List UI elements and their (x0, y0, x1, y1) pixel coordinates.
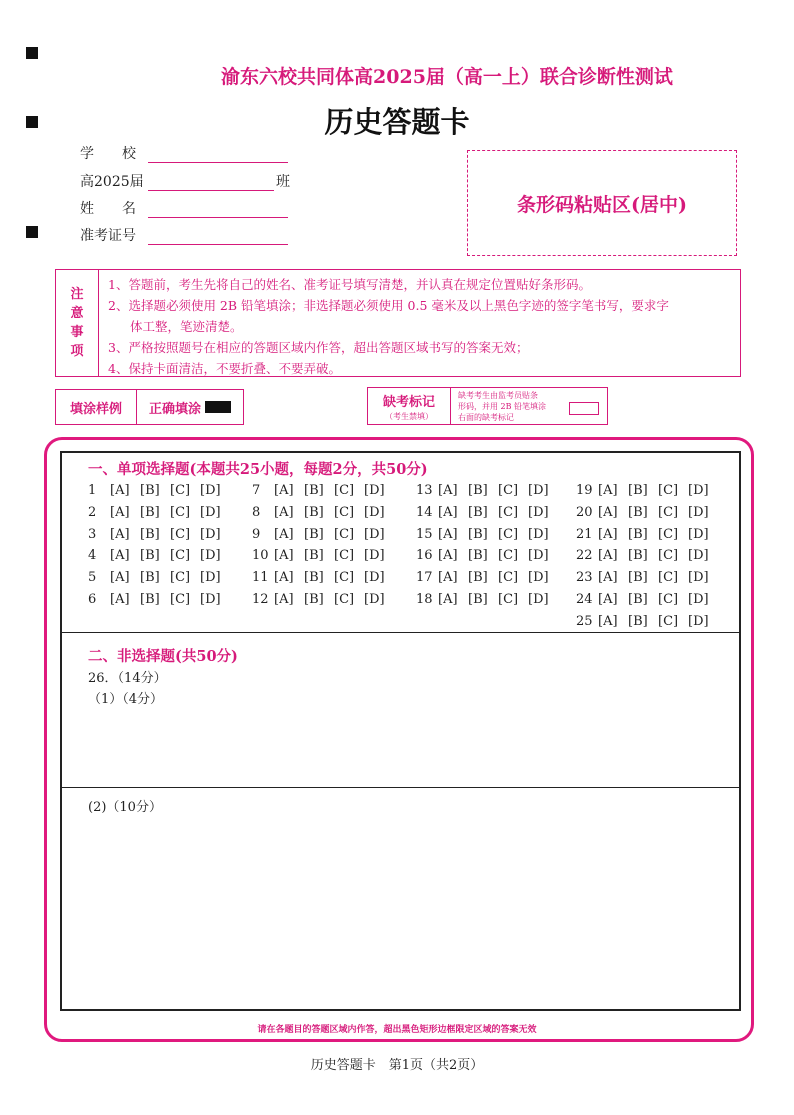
absent-desc-line: 形码，并用 2B 铅笔填涂 (458, 402, 547, 411)
mcq-number: 5 (88, 570, 97, 586)
absent-description (451, 388, 607, 424)
mcq-option-bubble[interactable]: [C] (658, 483, 679, 498)
notes-label-char: 注 (70, 287, 84, 302)
mcq-option-bubble[interactable]: [C] (334, 570, 355, 586)
mcq-number: 20 (576, 504, 593, 520)
mcq-option-bubble[interactable]: [A] (274, 526, 294, 542)
notes-item: 1、答题前，考生先将自己的姓名、准考证号填写清楚，并认真在规定位置贴好条形码。 (108, 277, 591, 292)
mcq-option-bubble[interactable]: [B] (468, 483, 488, 498)
mcq-option-bubble[interactable]: [A] (438, 592, 458, 607)
mcq-question-18 (416, 592, 558, 607)
mcq-option-bubble[interactable]: [D] (200, 592, 221, 607)
mcq-option-bubble[interactable]: [D] (364, 526, 385, 542)
notes-text (108, 274, 733, 379)
mcq-option-bubble[interactable]: [C] (334, 504, 355, 520)
mcq-number: 1 (88, 483, 97, 498)
mcq-option-bubble[interactable]: [C] (170, 592, 191, 607)
mcq-question-2 (88, 505, 230, 520)
mcq-option-bubble[interactable]: [C] (170, 504, 191, 520)
mcq-number: 7 (252, 483, 261, 498)
mcq-option-bubble[interactable]: [D] (200, 526, 221, 542)
absent-mark-label (368, 388, 451, 424)
mcq-option-bubble[interactable]: [C] (170, 483, 191, 498)
mcq-option-bubble[interactable]: [B] (468, 570, 488, 586)
notes-box (55, 269, 741, 377)
mcq-option-bubble[interactable]: [C] (658, 570, 679, 586)
mcq-option-bubble[interactable]: [C] (658, 548, 679, 564)
mcq-option-bubble[interactable]: [B] (628, 592, 648, 607)
school-label: 学 校 (80, 146, 136, 162)
position-marker-1 (26, 47, 38, 59)
mcq-option-bubble[interactable]: [D] (364, 570, 385, 586)
mcq-option-bubble[interactable]: [D] (688, 570, 709, 586)
mcq-number: 15 (416, 526, 433, 542)
mcq-question-10 (252, 548, 394, 563)
mcq-option-bubble[interactable]: [D] (200, 504, 221, 520)
mcq-number: 13 (416, 483, 433, 498)
school-field[interactable] (148, 148, 288, 163)
mcq-option-bubble[interactable]: [A] (110, 483, 130, 498)
correct-fill-example (137, 390, 243, 424)
mcq-number: 9 (252, 526, 261, 542)
mcq-option-bubble[interactable]: [D] (688, 526, 709, 542)
absent-mark-checkbox[interactable] (569, 402, 599, 415)
mcq-question-15 (416, 527, 558, 542)
mcq-option-bubble[interactable]: [B] (304, 592, 324, 607)
filled-mark-example (205, 401, 231, 413)
mcq-option-bubble[interactable]: [A] (598, 504, 618, 520)
mcq-question-1 (88, 483, 230, 498)
mcq-option-bubble[interactable]: [B] (304, 483, 324, 498)
mcq-option-bubble[interactable]: [C] (658, 504, 679, 520)
mcq-question-19 (576, 483, 718, 498)
mcq-question-21 (576, 527, 718, 542)
page-footer: 历史答题卡 第1页（共2页） (310, 1058, 484, 1073)
mcq-option-bubble[interactable]: [A] (438, 504, 458, 520)
mcq-option-bubble[interactable]: [B] (468, 526, 488, 542)
mcq-option-bubble[interactable]: [B] (468, 548, 488, 564)
mcq-option-bubble[interactable]: [C] (170, 570, 191, 586)
mcq-option-bubble[interactable]: [C] (170, 526, 191, 542)
mcq-question-3 (88, 527, 230, 542)
mcq-number: 24 (576, 592, 593, 607)
mcq-question-23 (576, 570, 718, 585)
mcq-option-bubble[interactable]: [B] (140, 504, 160, 520)
answer-area-26-1[interactable] (62, 708, 739, 786)
mcq-number: 23 (576, 570, 593, 586)
mcq-option-bubble[interactable]: [C] (498, 570, 519, 586)
mcq-question-22 (576, 548, 718, 563)
correct-fill-label: 正确填涂 (148, 401, 201, 417)
mcq-option-bubble[interactable]: [B] (140, 526, 160, 542)
barcode-label: 条形码粘贴区(居中) (517, 193, 687, 216)
notes-item: 3、严格按照题号在相应的答题区域内作答，超出答题区域书写的答案无效； (108, 340, 529, 355)
mcq-option-bubble[interactable]: [D] (364, 483, 385, 498)
mcq-option-bubble[interactable]: [D] (528, 483, 549, 498)
mcq-option-bubble[interactable]: [D] (688, 592, 709, 607)
mcq-number: 25 (576, 613, 593, 629)
mcq-option-bubble[interactable]: [A] (274, 570, 294, 586)
mcq-number: 10 (252, 548, 269, 564)
class-row (80, 171, 290, 191)
mcq-option-bubble[interactable]: [D] (528, 548, 549, 564)
mcq-option-bubble[interactable]: [D] (688, 613, 709, 629)
name-field[interactable] (148, 203, 288, 218)
mcq-option-bubble[interactable]: [C] (498, 592, 519, 607)
mcq-option-bubble[interactable]: [C] (498, 504, 519, 520)
mcq-question-9 (252, 527, 394, 542)
mcq-option-bubble[interactable]: [C] (658, 592, 679, 607)
mcq-number: 21 (576, 526, 593, 542)
class-field[interactable] (148, 176, 274, 191)
mcq-option-bubble[interactable]: [A] (274, 592, 294, 607)
mcq-option-bubble[interactable]: [D] (364, 548, 385, 564)
mcq-question-25 (576, 614, 718, 629)
mcq-option-bubble[interactable]: [C] (658, 526, 679, 542)
mcq-option-bubble[interactable]: [D] (688, 504, 709, 520)
mcq-question-6 (88, 592, 230, 607)
mcq-number: 12 (252, 592, 269, 607)
mcq-option-bubble[interactable]: [D] (200, 483, 221, 498)
mcq-option-bubble[interactable]: [B] (140, 592, 160, 607)
card-title: 历史答题卡 (324, 105, 470, 139)
mcq-option-bubble[interactable]: [B] (140, 570, 160, 586)
mcq-option-bubble[interactable]: [A] (110, 548, 130, 564)
mcq-option-bubble[interactable]: [D] (200, 570, 221, 586)
mcq-number: 19 (576, 483, 593, 498)
mcq-option-bubble[interactable]: [C] (498, 548, 519, 564)
question-26-2-label: (2)（10分） (88, 800, 162, 815)
mcq-number: 8 (252, 504, 261, 520)
notes-item: 体工整，笔迹清楚。 (130, 319, 243, 334)
mcq-number: 4 (88, 548, 97, 564)
mcq-option-bubble[interactable]: [D] (364, 592, 385, 607)
barcode-area (467, 150, 737, 256)
mcq-number: 14 (416, 504, 433, 520)
mcq-option-bubble[interactable]: [A] (598, 526, 618, 542)
mcq-option-bubble[interactable]: [D] (200, 548, 221, 564)
name-row (80, 198, 288, 218)
answer-area-26-2[interactable] (62, 816, 739, 1008)
notes-label-char: 意 (70, 306, 84, 321)
mcq-question-5 (88, 570, 230, 585)
mcq-question-8 (252, 505, 394, 520)
mcq-question-11 (252, 570, 394, 585)
notes-item: 2、选择题必须使用 2B 铅笔填涂；非选择题必须使用 0.5 毫米及以上黑色字迹的签字笔书写，要求字 (108, 298, 669, 313)
notes-label-char: 事 (70, 325, 84, 340)
mcq-option-bubble[interactable]: [C] (334, 526, 355, 542)
absent-title: 缺考标记 (382, 394, 435, 410)
mcq-option-bubble[interactable]: [D] (364, 504, 385, 520)
absent-desc-line: 右面的缺考标记 (458, 413, 514, 422)
mcq-option-bubble[interactable]: [A] (274, 548, 294, 564)
mcq-question-16 (416, 548, 558, 563)
mcq-option-bubble[interactable]: [A] (110, 526, 130, 542)
mcq-option-bubble[interactable]: [D] (688, 548, 709, 564)
mcq-number: 22 (576, 548, 593, 564)
notes-label-char: 项 (70, 344, 84, 359)
mcq-option-bubble[interactable]: [D] (528, 526, 549, 542)
mcq-option-bubble[interactable]: [A] (438, 483, 458, 498)
class-suffix: 班 (276, 174, 290, 190)
notes-label (56, 270, 99, 376)
fill-sample-label: 填涂样例 (56, 390, 137, 424)
mcq-option-bubble[interactable]: [B] (304, 526, 324, 542)
mcq-number: 16 (416, 548, 433, 564)
section-divider (60, 632, 741, 633)
mcq-option-bubble[interactable]: [A] (598, 592, 618, 607)
mcq-option-bubble[interactable]: [B] (140, 548, 160, 564)
mcq-option-bubble[interactable]: [D] (528, 570, 549, 586)
mcq-option-bubble[interactable]: [A] (110, 592, 130, 607)
mcq-option-bubble[interactable]: [C] (498, 483, 519, 498)
mcq-number: 2 (88, 504, 97, 520)
mcq-option-bubble[interactable]: [C] (658, 613, 679, 629)
absent-mark-box (367, 387, 608, 425)
mcq-option-bubble[interactable]: [B] (628, 526, 648, 542)
mcq-option-bubble[interactable]: [D] (688, 483, 709, 498)
mcq-option-bubble[interactable]: [A] (598, 483, 618, 498)
mcq-option-bubble[interactable]: [A] (110, 504, 130, 520)
fill-sample-box (55, 389, 244, 425)
ticket-label: 准考证号 (80, 228, 136, 244)
mcq-question-13 (416, 483, 558, 498)
mcq-option-bubble[interactable]: [A] (274, 504, 294, 520)
absent-desc-line: 缺考考生由监考员贴条 (458, 391, 538, 400)
mcq-question-7 (252, 483, 394, 498)
ticket-field[interactable] (148, 230, 288, 245)
ticket-row (80, 225, 288, 245)
section1-title: 一、单项选择题(本题共25小题，每题2分，共50分) (88, 461, 428, 478)
mcq-option-bubble[interactable]: [B] (304, 570, 324, 586)
mcq-option-bubble[interactable]: [C] (498, 526, 519, 542)
mcq-option-bubble[interactable]: [A] (438, 548, 458, 564)
school-row (80, 143, 288, 163)
mcq-option-bubble[interactable]: [B] (468, 592, 488, 607)
mcq-option-bubble[interactable]: [B] (468, 504, 488, 520)
mcq-question-4 (88, 548, 230, 563)
mcq-option-bubble[interactable]: [C] (334, 592, 355, 607)
mcq-option-bubble[interactable]: [A] (438, 570, 458, 586)
mcq-question-20 (576, 505, 718, 520)
position-marker-3 (26, 226, 38, 238)
exam-title: 渝东六校共同体高2025届（高一上）联合诊断性测试 (221, 66, 673, 88)
section2-title: 二、非选择题(共50分) (88, 648, 238, 665)
mcq-number: 6 (88, 592, 97, 607)
class-label: 高2025届 (80, 174, 144, 190)
question-26-label: 26．（14分） (88, 671, 167, 686)
mcq-number: 11 (252, 570, 269, 586)
mcq-option-bubble[interactable]: [B] (628, 613, 648, 629)
mcq-option-bubble[interactable]: [B] (628, 548, 648, 564)
mcq-option-bubble[interactable]: [D] (528, 504, 549, 520)
mcq-option-bubble[interactable]: [B] (628, 570, 648, 586)
mcq-option-bubble[interactable]: [A] (274, 483, 294, 498)
mcq-question-12 (252, 592, 394, 607)
mcq-option-bubble[interactable]: [A] (598, 548, 618, 564)
notes-item: 4、保持卡面清洁，不要折叠、不要弄破。 (108, 361, 341, 376)
question-divider (60, 787, 741, 788)
mcq-question-17 (416, 570, 558, 585)
mcq-option-bubble[interactable]: [B] (628, 504, 648, 520)
mcq-option-bubble[interactable]: [B] (628, 483, 648, 498)
question-26-1-label: （1）（4分） (88, 692, 164, 707)
mcq-option-bubble[interactable]: [A] (598, 570, 618, 586)
mcq-number: 3 (88, 526, 97, 542)
mcq-option-bubble[interactable]: [B] (140, 483, 160, 498)
mcq-option-bubble[interactable]: [A] (438, 526, 458, 542)
mcq-option-bubble[interactable]: [C] (334, 483, 355, 498)
mcq-option-bubble[interactable]: [B] (304, 504, 324, 520)
mcq-option-bubble[interactable]: [C] (170, 548, 191, 564)
mcq-number: 17 (416, 570, 433, 586)
footer-warning: 请在各题目的答题区域内作答，超出黑色矩形边框限定区域的答案无效 (257, 1025, 537, 1035)
name-label: 姓 名 (80, 201, 136, 217)
mcq-question-14 (416, 505, 558, 520)
mcq-option-bubble[interactable]: [A] (598, 613, 618, 629)
mcq-number: 18 (416, 592, 433, 607)
mcq-option-bubble[interactable]: [D] (528, 592, 549, 607)
mcq-question-24 (576, 592, 718, 607)
mcq-option-bubble[interactable]: [B] (304, 548, 324, 564)
absent-subtitle: （考生禁填） (385, 411, 433, 421)
mcq-option-bubble[interactable]: [A] (110, 570, 130, 586)
mcq-option-bubble[interactable]: [C] (334, 548, 355, 564)
